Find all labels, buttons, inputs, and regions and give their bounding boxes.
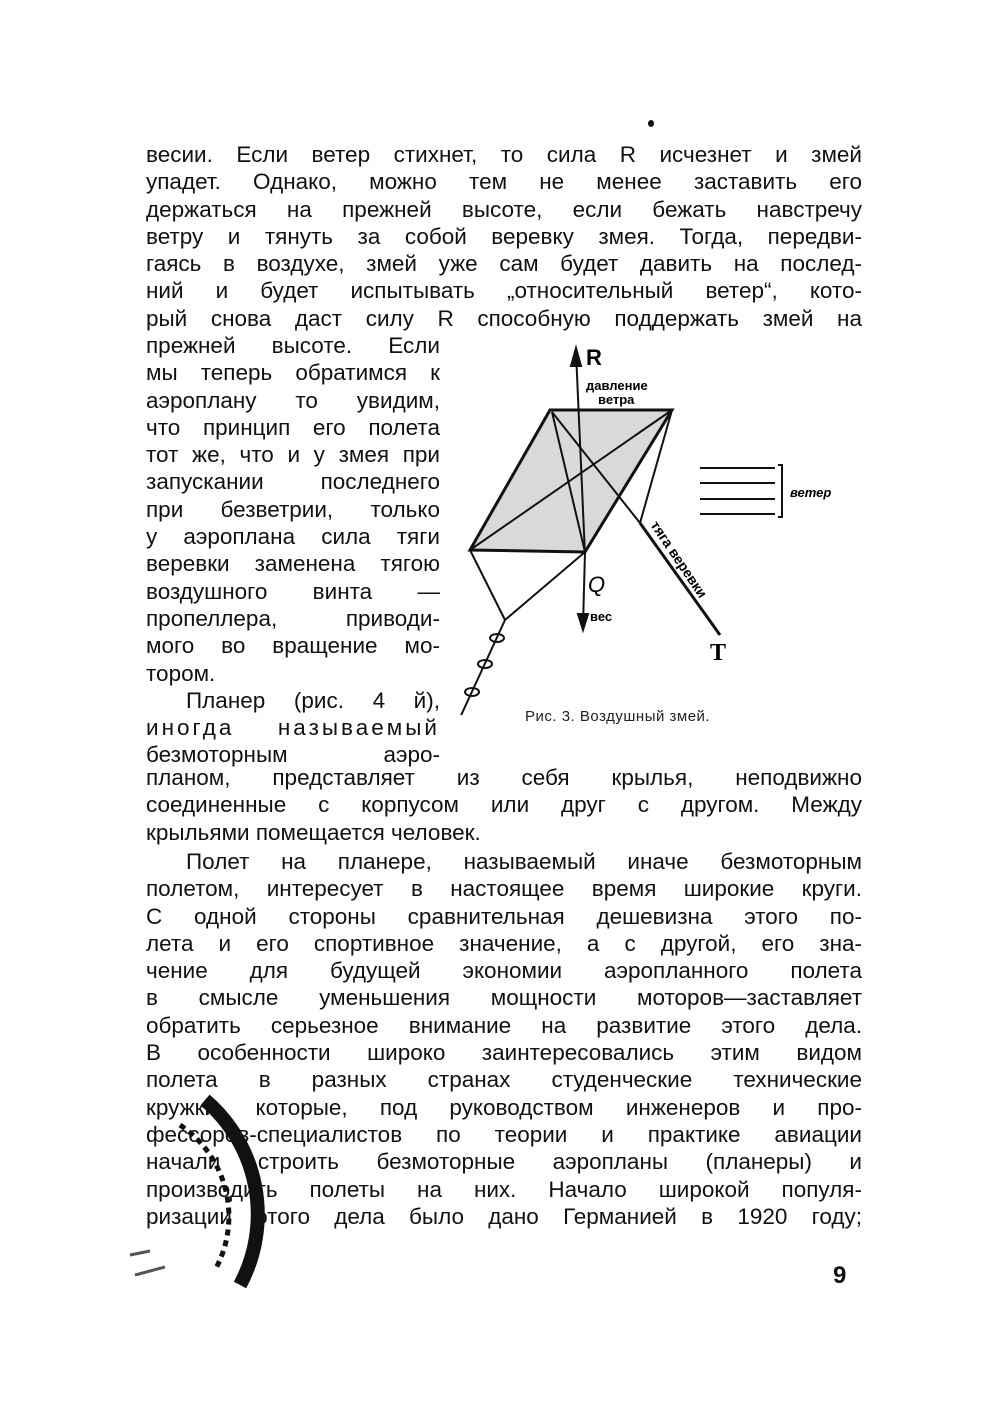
text-line: кружки, которые, под руководством инженеров и про-: [146, 1094, 862, 1120]
tension-line: [640, 523, 720, 635]
text-line: обратить серьезное внимание на развитие этого дела.: [146, 1012, 862, 1038]
text-line: аэроплану то увидим,: [146, 387, 440, 413]
text-line: прежней высоте. Если: [146, 333, 440, 358]
text-line: ризации этого дела было дано Германией в 1920 году;: [146, 1203, 862, 1229]
text-line: чение для будущей экономии аэропланного полета: [146, 958, 862, 984]
ink-speck: [648, 120, 654, 127]
text-line: весии. Если ветер стихнет, то сила R исчезнет и змей: [146, 142, 862, 167]
text-line: планом, представляет из себя крылья, неподвижно: [146, 765, 862, 790]
label-T: T: [710, 640, 727, 666]
text-line: запускании последнего: [146, 469, 440, 495]
text-line: тором.: [146, 660, 216, 686]
library-stamp: [110, 1080, 280, 1295]
text-line: соединенные с корпусом или друг с другом. Между: [146, 792, 862, 818]
text-line: мы теперь обратимся к: [146, 360, 440, 386]
text-line: Планер (рис. 4 й),: [186, 687, 440, 713]
label-Q: Q: [588, 572, 606, 597]
text-line: что принцип его полета: [146, 414, 440, 440]
text-line: В особенности широко заинтересовались этим видом: [146, 1040, 862, 1066]
text-line: безмоторным аэро-: [146, 742, 440, 768]
text-line: полета в разных странах студенческие технические: [146, 1067, 862, 1093]
text-line: крыльями помещается человек.: [146, 819, 481, 845]
kite-figure: [440, 335, 840, 715]
text-line: у аэроплана сила тяги: [146, 524, 440, 550]
text-line: ветру и тянуть за собой веревку змея. Тогда, передви-: [146, 223, 862, 249]
text-line: ний и будет испытывать „относительный ветер“, кото-: [146, 278, 862, 304]
text-line: при безветрии, только: [146, 496, 440, 522]
text-line: тот же, что и у змея при: [146, 442, 440, 468]
label-pressure-2: ветра: [598, 392, 635, 407]
text-line: фессоров-специалистов по теории и практике авиации: [146, 1121, 862, 1147]
text-line: производить полеты на них. Начало широкой популя-: [146, 1176, 862, 1202]
text-line: Полет на планере, называемый иначе безмоторным: [186, 849, 862, 874]
text-block-top: [146, 141, 862, 332]
text-line: С одной стороны сравнительная дешевизна этого по-: [146, 903, 862, 929]
text-line: воздушного винта —: [146, 578, 440, 604]
text-block-middle: [146, 764, 862, 846]
label-tension: тяга веревки: [647, 517, 711, 601]
text-line: рый снова даст силу R способную поддержать змей на: [146, 305, 862, 331]
label-R: R: [586, 345, 602, 370]
label-pressure: давление: [586, 378, 648, 393]
text-line: полетом, интересует в настоящее время широкие круги.: [146, 876, 862, 902]
label-wind: ветер: [790, 485, 832, 500]
text-line: в смысле уменьшения мощности моторов—заставляет: [146, 985, 862, 1011]
text-line: упадет. Однако, можно тем не менее заставить его: [146, 169, 862, 195]
figure-caption: Рис. 3. Воздушный змей.: [525, 708, 711, 725]
wind-arrows: [700, 465, 782, 517]
text-line: лета и его спортивное значение, а с другой, его зна-: [146, 930, 862, 956]
text-line: начали строить безмоторные аэропланы (планеры) и: [146, 1149, 862, 1175]
text-line: веревки заменена тягою: [146, 551, 440, 577]
text-line: гаясь в воздухе, змей уже сам будет давить на послед-: [146, 251, 862, 277]
text-line: держаться на прежней высоте, если бежать навстречу: [146, 196, 862, 222]
text-line: мого во вращение мо-: [146, 633, 440, 659]
text-block-left-column: [146, 332, 440, 769]
page-number: 9: [833, 1262, 847, 1289]
text-line: пропеллера, приводи-: [146, 605, 440, 631]
text-line: иногда называемый: [146, 715, 440, 741]
label-weight: вес: [590, 609, 613, 624]
